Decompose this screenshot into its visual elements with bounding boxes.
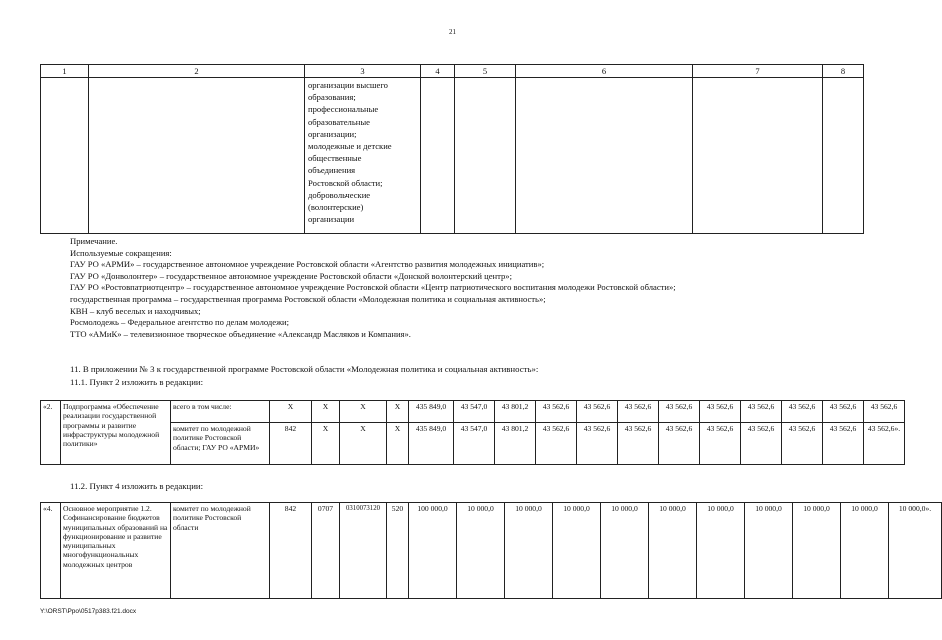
value-cell: 435 849,0 [409,423,454,465]
value-cell: 43 547,0 [454,401,495,423]
code-cell: X [387,401,409,423]
cell-line: организации [308,214,355,225]
abbreviation-line: ГАУ РО «Ростовпатриотцентр» – государственное автономное учреждение Ростовской области «Центр патриотического воспитания молодежи Ростовской области»; [70,282,676,293]
value-cell: 43 801,2 [495,423,536,465]
value-cell: 10 000,0 [505,503,553,599]
column-header: 5 [455,65,516,78]
value-cell: 10 000,0 [601,503,649,599]
column-header: 1 [41,65,89,78]
code-cell: X [312,423,340,465]
abbreviation-line: Росмолодежь – Федеральное агентство по делам молодежи; [70,317,290,328]
executor-cell: комитет по молодежной политике Ростовской области [171,503,270,599]
value-cell: 43 801,2 [495,401,536,423]
notes-block [70,236,676,340]
cell-line: организации; [308,128,357,139]
value-cell: 43 562,6 [823,423,864,465]
value-cell: 43 562,6 [659,401,700,423]
value-cell: 43 562,6 [659,423,700,465]
code-cell: 842 [270,423,312,465]
code-cell: 0310073120 [340,503,387,599]
program-table [40,400,905,465]
program-name: Подпрограмма «Обеспечение реализации государственной программы и развитие инфраструктуры молодежной политики» [61,401,171,465]
table-row [41,401,905,423]
subsection-heading: 11.2. Пункт 4 изложить в редакции: [70,481,204,491]
value-cell: 43 562,6 [782,401,823,423]
code-cell: X [340,401,387,423]
table-row [41,423,905,465]
value-cell: 10 000,0 [457,503,505,599]
value-cell: 43 562,6 [536,401,577,423]
value-cell: 43 562,6». [864,423,905,465]
code-cell: X [312,401,340,423]
table-cell [421,78,455,234]
abbreviation-line: ГАУ РО «АРМИ» – государственное автономное учреждение Ростовской области «Агентство развития молодежных инициатив»; [70,259,545,270]
column-header: 2 [89,65,305,78]
value-cell: 43 562,6 [536,423,577,465]
value-cell: 10 000,0 [649,503,697,599]
code-cell: X [340,423,387,465]
activity-name: Основное мероприятие 1.2. Софинансирование бюджетов муниципальных образований на функционирование и развитие муниципальных многофункциональных молодежных центров [61,503,171,599]
section-heading: 11. В приложении № 3 к государственной программе Ростовской области «Молодежная политика и социальная активность»: [70,364,539,374]
value-cell: 43 547,0 [454,423,495,465]
column-header: 6 [516,65,693,78]
value-cell: 10 000,0 [745,503,793,599]
value-cell: 10 000,0». [889,503,942,599]
notes-subtitle: Используемые сокращения: [70,247,172,258]
value-cell: 43 562,6 [741,401,782,423]
cell-line: образовательные [308,116,370,127]
column-header: 4 [421,65,455,78]
table-row [41,503,942,599]
code-cell: X [387,423,409,465]
value-cell: 10 000,0 [841,503,889,599]
column-header: 7 [693,65,823,78]
value-cell: 43 562,6 [577,423,618,465]
value-cell: 43 562,6 [864,401,905,423]
page-number: 21 [449,28,456,36]
value-cell: 43 562,6 [823,401,864,423]
value-cell: 43 562,6 [700,401,741,423]
value-cell: 100 000,0 [409,503,457,599]
table-header-row [41,65,864,78]
code-cell: 842 [270,503,312,599]
file-path-footer: Y:\ORST\Ppo\0517p383.f21.docx [40,608,137,615]
cell-line: организации высшего [308,80,388,90]
table-cell [455,78,516,234]
cell-line: Ростовской области; [308,177,383,188]
column-header: 8 [823,65,864,78]
code-cell: 520 [387,503,409,599]
subsection-heading: 11.1. Пункт 2 изложить в редакции: [70,377,204,387]
cell-line: образования; [308,92,356,103]
cell-line: добровольческие [308,189,371,200]
table-cell [516,78,693,234]
value-cell: 43 562,6 [577,401,618,423]
table-cell [693,78,823,234]
value-cell: 43 562,6 [782,423,823,465]
abbreviation-line: КВН – клуб веселых и находчивых; [70,305,201,316]
table-cell [41,78,89,234]
value-cell: 43 562,6 [618,423,659,465]
value-cell: 435 849,0 [409,401,454,423]
column-header: 3 [305,65,421,78]
row-number: «4. [41,503,61,599]
activity-table [40,502,942,599]
cell-line: (волонтерские) [308,202,364,213]
value-cell: 10 000,0 [793,503,841,599]
participants-cell [305,78,421,234]
row-number: «2. [41,401,61,465]
executor-cell: всего в том числе: [171,401,270,423]
abbreviation-line: ТТО «АМиК» – телевизионное творческое объединение «Александр Масляков и Компания». [70,328,411,339]
continuation-table [40,64,864,234]
value-cell: 10 000,0 [697,503,745,599]
value-cell: 43 562,6 [741,423,782,465]
table-cell [823,78,864,234]
code-cell: X [270,401,312,423]
value-cell: 10 000,0 [553,503,601,599]
value-cell: 43 562,6 [700,423,741,465]
table-row [41,78,864,234]
value-cell: 43 562,6 [618,401,659,423]
table-cell [89,78,305,234]
notes-title: Примечание. [70,236,118,246]
cell-line: общественные [308,153,362,164]
cell-line: молодежные и детские [308,141,392,152]
cell-line: объединения [308,165,356,176]
abbreviation-line: ГАУ РО «Донволонтер» – государственное автономное учреждение Ростовской области «Донской волонтерский центр»; [70,270,512,281]
cell-line: профессиональные [308,104,379,115]
executor-cell: комитет по молодежной политике Ростовской области; ГАУ РО «АРМИ» [171,423,270,465]
abbreviation-line: государственная программа – государственная программа Ростовской области «Молодежная политика и социальная активность»; [70,293,546,304]
code-cell: 0707 [312,503,340,599]
